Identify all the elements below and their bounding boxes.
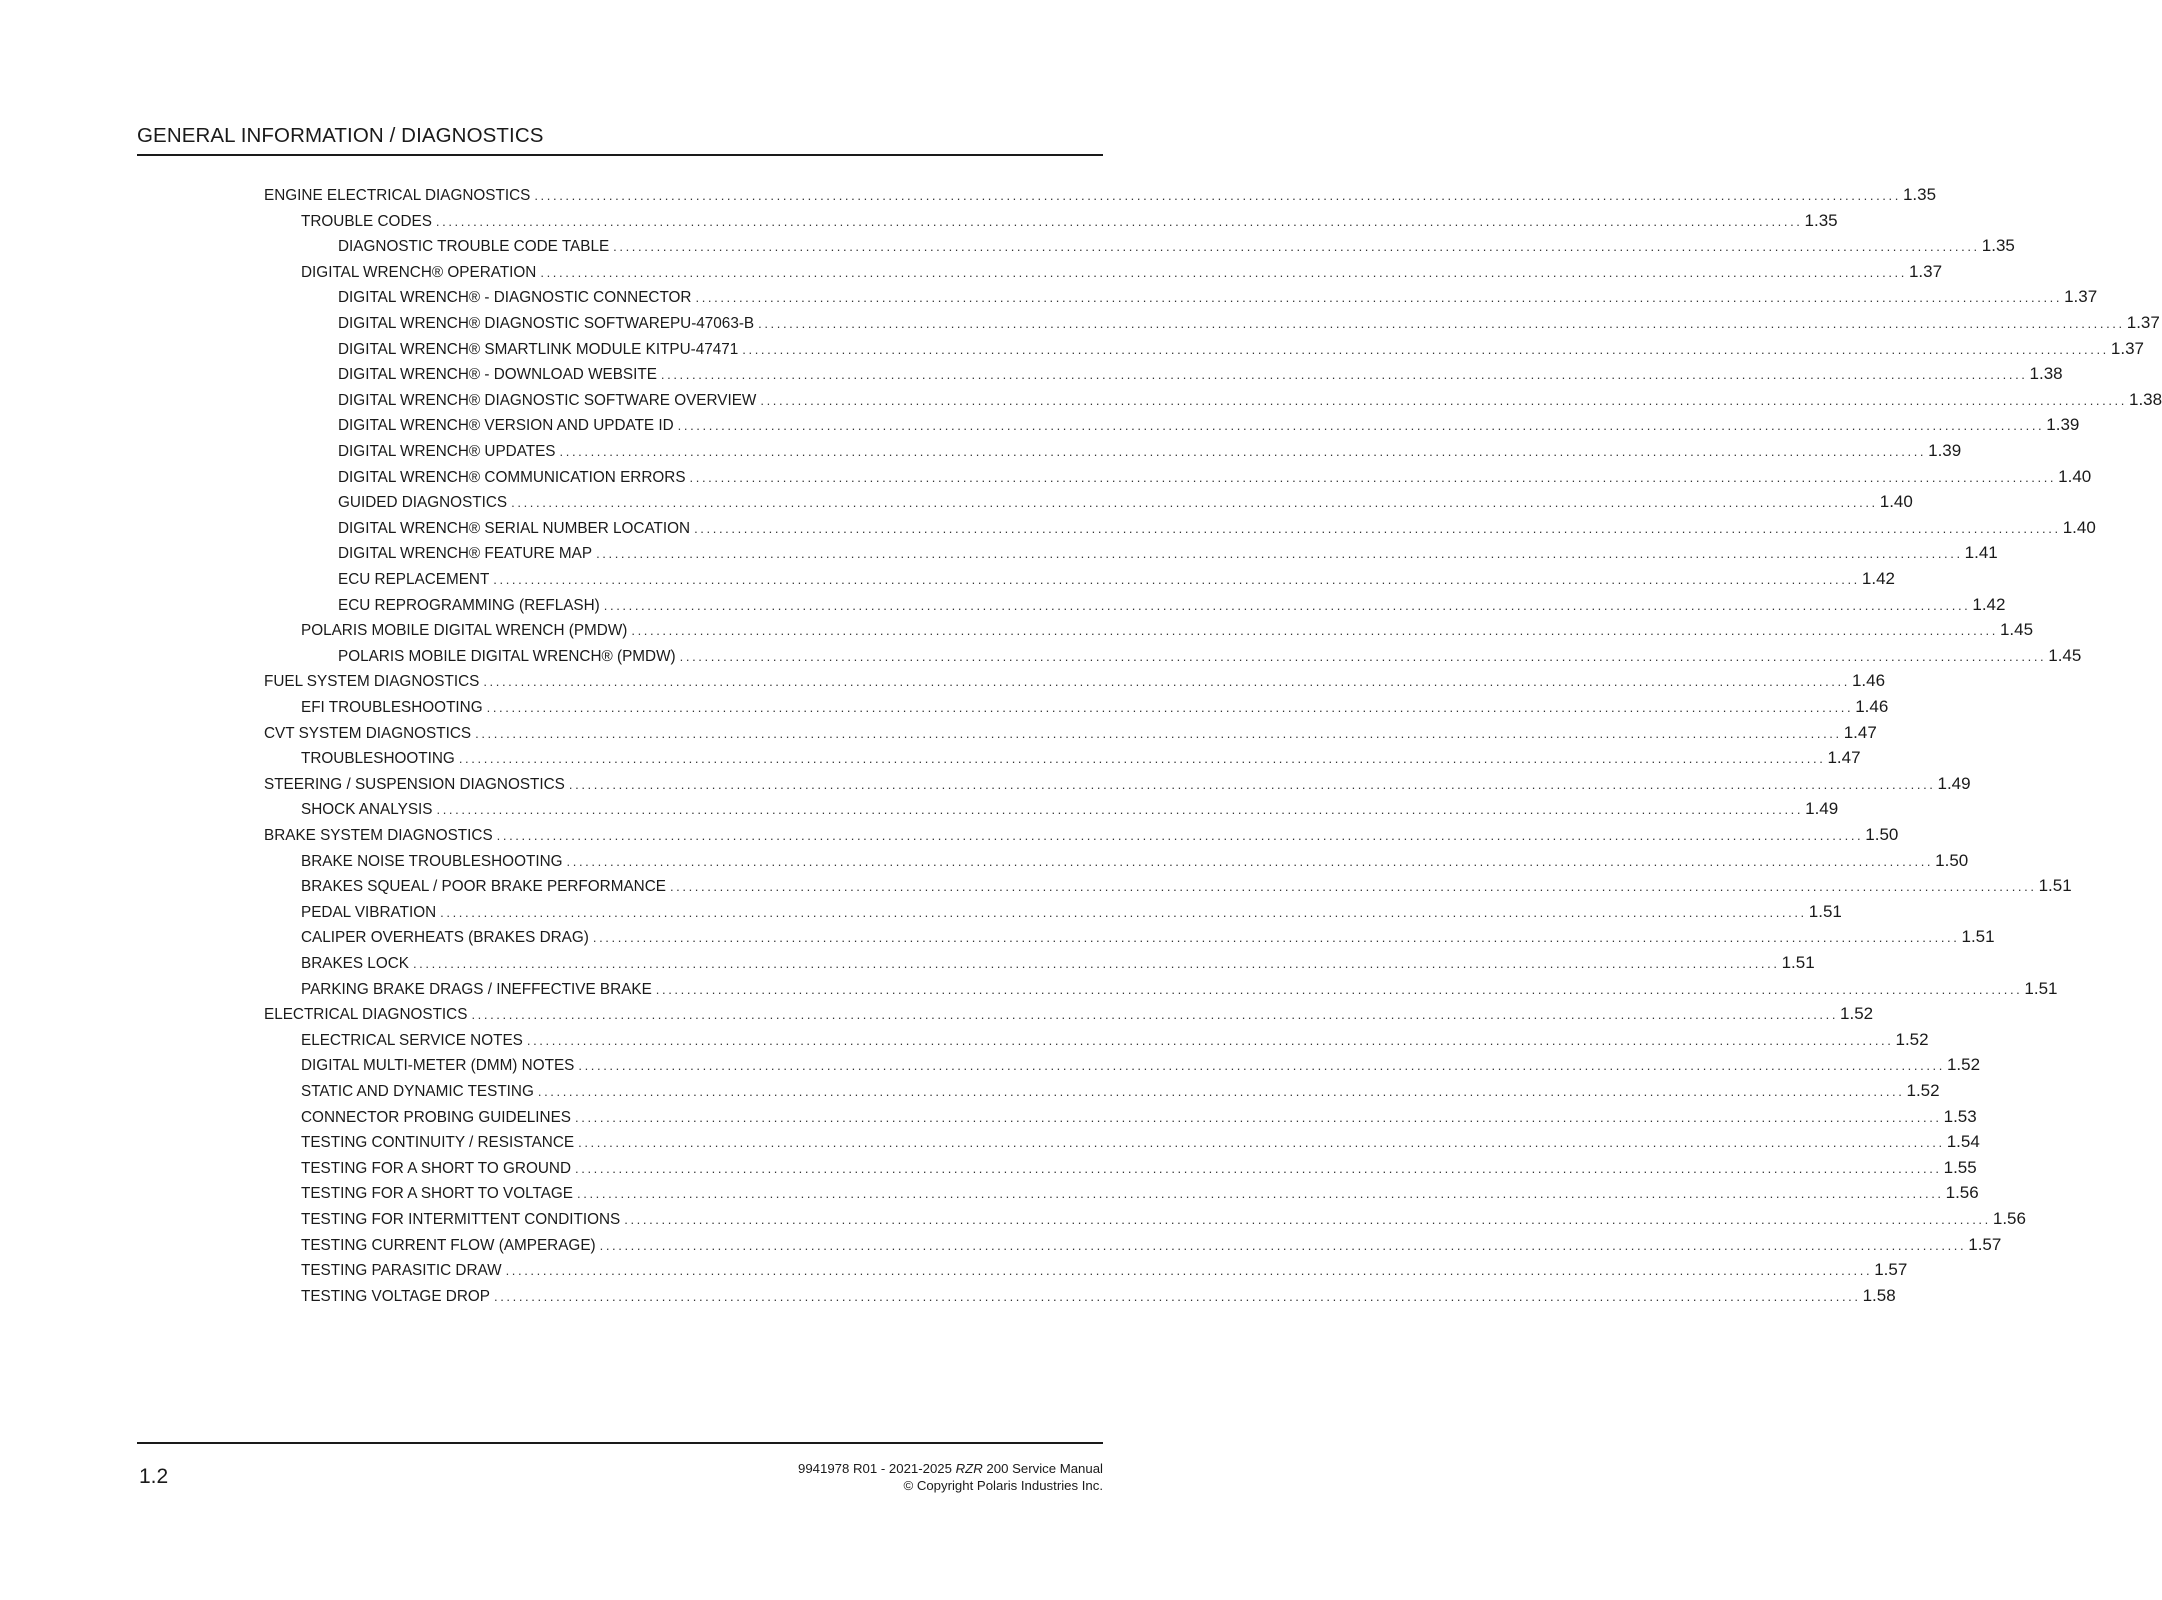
toc-entry[interactable] — [264, 720, 1877, 745]
toc-entry[interactable] — [338, 515, 2096, 540]
toc-entry-page: 1.52 — [1840, 1004, 1874, 1024]
toc-entry[interactable] — [338, 412, 2080, 437]
toc-dot-leader: ............................................................................................................................................................................................................................ — [540, 264, 1907, 280]
toc-entry-page: 1.46 — [1855, 697, 1889, 716]
toc-entry-label: EFI TROUBLESHOOTING — [301, 699, 483, 716]
toc-entry-page: 1.35 — [1902, 185, 1937, 204]
toc-entry[interactable] — [264, 182, 1937, 207]
toc-entry-page: 1.37 — [2064, 287, 2098, 307]
toc-entry-label: DIGITAL WRENCH® UPDATES — [338, 443, 556, 460]
toc-entry-page: 1.57 — [1874, 1260, 1908, 1280]
toc-entry-page: 1.47 — [1827, 748, 1861, 768]
footer-divider — [137, 1442, 1103, 1444]
toc-entry-page: 1.53 — [1943, 1106, 1977, 1126]
toc-entry-label: GUIDED DIAGNOSTICS — [338, 494, 508, 512]
toc-entry[interactable] — [301, 617, 2034, 642]
toc-entry-label: DIGITAL WRENCH® COMMUNICATION ERRORS — [338, 468, 686, 486]
toc-entry[interactable] — [264, 771, 1971, 796]
toc-dot-leader: ............................................................................................................................................................................................................................ — [660, 367, 2028, 383]
toc-entry[interactable] — [264, 668, 1886, 693]
toc-entry-label: CONNECTOR PROBING GUIDELINES — [301, 1108, 572, 1126]
toc-entry-label: BRAKE SYSTEM DIAGNOSTICS — [264, 827, 493, 844]
toc-dot-leader: ............................................................................................................................................................................................................................ — [758, 316, 2125, 331]
toc-entry-page: 1.51 — [1808, 901, 1842, 921]
toc-entry[interactable] — [301, 694, 1889, 719]
toc-dot-leader: ............................................................................................................................................................................................................................ — [458, 751, 1826, 767]
toc-entry[interactable] — [301, 1232, 2002, 1257]
toc-dot-leader: ............................................................................................................................................................................................................................ — [496, 828, 1864, 843]
toc-dot-leader: ............................................................................................................................................................................................................................ — [483, 674, 1850, 690]
toc-entry[interactable] — [301, 1052, 1981, 1077]
toc-entry[interactable] — [338, 540, 1998, 565]
toc-entry-label: CVT SYSTEM DIAGNOSTICS — [264, 724, 472, 742]
toc-entry-page: 1.54 — [1946, 1132, 1980, 1152]
toc-dot-leader: ............................................................................................................................................................................................................................ — [742, 341, 2109, 357]
toc-entry-page: 1.41 — [1964, 543, 1998, 563]
toc-entry[interactable] — [301, 1257, 1908, 1282]
toc-dot-leader: ............................................................................................................................................................................................................................ — [599, 1237, 1967, 1253]
toc-entry-label: TESTING PARASITIC DRAW — [301, 1262, 502, 1280]
toc-dot-leader: ............................................................................................................................................................................................................................ — [669, 879, 2037, 895]
toc-entry[interactable] — [338, 284, 2098, 309]
toc-entry[interactable] — [338, 361, 2063, 386]
toc-dot-leader: ............................................................................................................................................................................................................................ — [511, 495, 1878, 511]
toc-dot-leader: ............................................................................................................................................................................................................................ — [526, 1032, 1894, 1048]
toc-entry-page: 1.56 — [1992, 1209, 2026, 1228]
toc-entry[interactable] — [301, 1180, 1979, 1205]
toc-dot-leader: ............................................................................................................................................................................................................................ — [568, 776, 1936, 792]
toc-dot-leader: ............................................................................................................................................................................................................................ — [596, 546, 1963, 562]
toc-entry-label: DIGITAL WRENCH® SERIAL NUMBER LOCATION — [338, 519, 691, 537]
toc-entry[interactable] — [338, 489, 1913, 514]
toc-entry-page: 1.50 — [1865, 825, 1899, 844]
toc-entry-page: 1.46 — [1851, 671, 1886, 691]
toc-dot-leader: ............................................................................................................................................................................................................................ — [471, 1007, 1839, 1023]
toc-dot-leader: ............................................................................................................................................................................................................................ — [534, 188, 1901, 203]
toc-entry[interactable] — [301, 848, 1969, 873]
toc-entry-page: 1.37 — [1908, 261, 1943, 281]
toc-dot-leader: ............................................................................................................................................................................................................................ — [603, 597, 1971, 613]
toc-entry[interactable] — [338, 592, 2006, 617]
toc-dot-leader: ............................................................................................................................................................................................................................ — [505, 1263, 1873, 1279]
toc-entry[interactable] — [301, 1129, 1980, 1154]
toc-entry-label: ECU REPROGRAMMING (REFLASH) — [338, 596, 600, 614]
toc-entry-label: POLARIS MOBILE DIGITAL WRENCH (PMDW) — [301, 622, 628, 640]
toc-entry-label: FUEL SYSTEM DIAGNOSTICS — [264, 673, 480, 691]
toc-dot-leader: ............................................................................................................................................................................................................................ — [694, 520, 2061, 536]
toc-entry[interactable] — [301, 1155, 1977, 1180]
toc-entry-label: ELECTRICAL DIAGNOSTICS — [264, 1006, 468, 1024]
page-header — [137, 122, 1103, 156]
manual-title — [798, 1460, 1103, 1477]
manual-title-suffix: 200 Service Manual — [982, 1461, 1103, 1476]
toc-entry[interactable] — [301, 796, 1839, 821]
toc-entry-page: 1.57 — [1968, 1234, 2002, 1254]
page-number: 1.2 — [139, 1465, 169, 1488]
toc-entry-page: 1.42 — [1861, 569, 1895, 588]
toc-dot-leader: ............................................................................................................................................................................................................................ — [435, 213, 1803, 229]
toc-entry-page: 1.39 — [1928, 441, 1962, 460]
toc-dot-leader: ............................................................................................................................................................................................................................ — [440, 904, 1807, 920]
toc-entry-page: 1.45 — [2048, 645, 2082, 665]
toc-entry[interactable] — [301, 1104, 1977, 1129]
toc-entry-page: 1.52 — [1906, 1081, 1940, 1100]
toc-entry-label: DIGITAL MULTI-METER (DMM) NOTES — [301, 1057, 575, 1075]
toc-entry-label: DIGITAL WRENCH® - DOWNLOAD WEBSITE — [338, 366, 657, 384]
toc-entry-label: TESTING VOLTAGE DROP — [301, 1287, 490, 1305]
toc-entry-page: 1.51 — [2024, 978, 2058, 998]
toc-entry-label: POLARIS MOBILE DIGITAL WRENCH® (PMDW) — [338, 647, 676, 665]
toc-entry[interactable] — [301, 873, 2072, 898]
toc-entry[interactable] — [301, 208, 1838, 233]
toc-entry-page: 1.50 — [1935, 850, 1969, 870]
toc-dot-leader: ............................................................................................................................................................................................................................ — [631, 623, 1998, 639]
toc-entry-page: 1.40 — [2062, 517, 2096, 537]
toc-entry-page: 1.49 — [1937, 773, 1971, 793]
toc-entry[interactable] — [338, 566, 1895, 591]
toc-dot-leader: ............................................................................................................................................................................................................................ — [537, 1084, 1905, 1099]
footer-manual-info — [798, 1460, 1103, 1494]
toc-entry-page: 1.52 — [1946, 1055, 1981, 1075]
toc-entry-page: 1.38 — [2029, 364, 2063, 384]
toc-entry-label: TROUBLESHOOTING — [301, 750, 455, 768]
toc-entry-label: DIGITAL WRENCH® VERSION AND UPDATE ID — [338, 417, 674, 435]
toc-entry-page: 1.51 — [1781, 953, 1815, 972]
toc-entry[interactable] — [301, 976, 2058, 1001]
toc-entry-label: DIGITAL WRENCH® DIAGNOSTIC SOFTWARE OVERVIEW — [338, 391, 757, 409]
toc-dot-leader: ............................................................................................................................................................................................................................ — [760, 392, 2127, 408]
toc-entry-page: 1.37 — [2126, 313, 2160, 332]
toc-dot-leader: ............................................................................................................................................................................................................................ — [613, 239, 1980, 255]
toc-entry-label: PARKING BRAKE DRAGS / INEFFECTIVE BRAKE — [301, 980, 652, 998]
toc-entry-page: 1.35 — [1981, 236, 2015, 256]
toc-dot-leader: ............................................................................................................................................................................................................................ — [436, 802, 1804, 818]
toc-entry-label: BRAKES LOCK — [301, 955, 409, 972]
toc-entry[interactable] — [301, 924, 1995, 949]
toc-entry-label: ELECTRICAL SERVICE NOTES — [301, 1031, 523, 1049]
toc-entry[interactable] — [338, 336, 2144, 361]
toc-dot-leader: ............................................................................................................................................................................................................................ — [677, 418, 2045, 434]
toc-entry-label: BRAKES SQUEAL / POOR BRAKE PERFORMANCE — [301, 878, 666, 896]
toc-entry-page: 1.35 — [1804, 210, 1838, 230]
toc-entry[interactable] — [264, 1001, 1874, 1026]
toc-entry-page: 1.52 — [1895, 1029, 1929, 1049]
toc-entry-label: SHOCK ANALYSIS — [301, 801, 433, 819]
toc-entry[interactable] — [338, 387, 2162, 412]
toc-entry-page: 1.40 — [1879, 492, 1913, 512]
toc-entry-page: 1.47 — [1843, 722, 1877, 742]
copyright-notice: © Copyright Polaris Industries Inc. — [903, 1478, 1103, 1493]
toc-dot-leader: ............................................................................................................................................................................................................................ — [412, 956, 1780, 971]
toc-entry-label: DIGITAL WRENCH® SMARTLINK MODULE KITPU-47471 — [338, 340, 739, 358]
toc-entry-label: TESTING CONTINUITY / RESISTANCE — [301, 1134, 575, 1152]
toc-entry[interactable] — [301, 1206, 2026, 1231]
toc-entry-page: 1.49 — [1805, 799, 1839, 819]
toc-entry[interactable] — [301, 259, 1943, 284]
toc-entry-page: 1.40 — [2058, 466, 2092, 486]
toc-entry-label: ENGINE ELECTRICAL DIAGNOSTICS — [264, 187, 531, 204]
toc-entry-label: DIAGNOSTIC TROUBLE CODE TABLE — [338, 238, 610, 256]
toc-entry-label: TESTING CURRENT FLOW (AMPERAGE) — [301, 1236, 596, 1254]
toc-dot-leader: ............................................................................................................................................................................................................................ — [578, 1058, 1945, 1074]
toc-entry[interactable] — [264, 822, 1899, 847]
toc-entry-label: DIGITAL WRENCH® - DIAGNOSTIC CONNECTOR — [338, 289, 692, 307]
toc-entry[interactable] — [338, 438, 1962, 463]
toc-entry-page: 1.45 — [1999, 620, 2034, 640]
toc-entry-label: DIGITAL WRENCH® FEATURE MAP — [338, 545, 593, 563]
manual-model: RZR — [955, 1461, 983, 1476]
toc-entry[interactable] — [338, 464, 2092, 489]
toc-dot-leader: ............................................................................................................................................................................................................................ — [577, 1186, 1944, 1202]
page-title: GENERAL INFORMATION / DIAGNOSTICS — [137, 124, 544, 147]
toc-entry[interactable] — [301, 1283, 1896, 1308]
toc-entry-page: 1.55 — [1943, 1157, 1977, 1177]
toc-entry[interactable] — [301, 745, 1861, 770]
toc-entry[interactable] — [338, 233, 2015, 258]
toc-dot-leader: ............................................................................................................................................................................................................................ — [624, 1212, 1991, 1227]
toc-entry-page: 1.42 — [1972, 594, 2006, 614]
toc-dot-leader: ............................................................................................................................................................................................................................ — [493, 1288, 1861, 1304]
manual-title-prefix: 9941978 R01 - 2021-2025 — [798, 1461, 956, 1476]
toc-entry[interactable] — [301, 1027, 1929, 1052]
toc-dot-leader: ............................................................................................................................................................................................................................ — [493, 572, 1860, 587]
toc-entry-page: 1.58 — [1862, 1285, 1896, 1305]
toc-entry-page: 1.39 — [2046, 415, 2080, 435]
toc-entry-label: TESTING FOR INTERMITTENT CONDITIONS — [301, 1211, 621, 1228]
toc-dot-leader: ............................................................................................................................................................................................................................ — [578, 1135, 1945, 1151]
toc-entry-label: PEDAL VIBRATION — [301, 903, 437, 921]
toc-dot-leader: ............................................................................................................................................................................................................................ — [559, 444, 1927, 459]
toc-entry-label: TESTING FOR A SHORT TO GROUND — [301, 1159, 572, 1177]
toc-entry-label: TROUBLE CODES — [301, 212, 432, 230]
toc-dot-leader: ............................................................................................................................................................................................................................ — [566, 853, 1934, 869]
toc-entry[interactable] — [301, 899, 1842, 924]
toc-entry-label: ECU REPLACEMENT — [338, 571, 490, 588]
toc-dot-leader: ............................................................................................................................................................................................................................ — [592, 930, 1960, 946]
toc-dot-leader: ............................................................................................................................................................................................................................ — [695, 290, 2063, 306]
toc-entry-page: 1.51 — [2038, 876, 2072, 896]
toc-entry-label: DIGITAL WRENCH® DIAGNOSTIC SOFTWAREPU-47063-B — [338, 315, 755, 332]
toc-dot-leader: ............................................................................................................................................................................................................................ — [689, 469, 2057, 485]
toc-entry[interactable] — [301, 1078, 1940, 1103]
toc-entry-label: CALIPER OVERHEATS (BRAKES DRAG) — [301, 929, 589, 947]
toc-entry-label: STEERING / SUSPENSION DIAGNOSTICS — [264, 775, 565, 793]
toc-entry-page: 1.37 — [2110, 338, 2144, 358]
toc-dot-leader: ............................................................................................................................................................................................................................ — [679, 648, 2047, 664]
toc-entry[interactable] — [338, 643, 2082, 668]
toc-dot-leader: ............................................................................................................................................................................................................................ — [575, 1109, 1942, 1125]
toc-entry-label: STATIC AND DYNAMIC TESTING — [301, 1083, 534, 1100]
toc-dot-leader: ............................................................................................................................................................................................................................ — [575, 1160, 1942, 1176]
toc-entry-page: 1.56 — [1945, 1183, 1979, 1203]
toc-dot-leader: ............................................................................................................................................................................................................................ — [486, 700, 1854, 715]
toc-entry-page: 1.51 — [1961, 927, 1995, 947]
toc-entry[interactable] — [301, 950, 1815, 975]
toc-entry-label: TESTING FOR A SHORT TO VOLTAGE — [301, 1185, 574, 1203]
toc-entry-label: BRAKE NOISE TROUBLESHOOTING — [301, 852, 563, 870]
toc-entry-page: 1.38 — [2128, 389, 2162, 409]
toc-entry-label: DIGITAL WRENCH® OPERATION — [301, 263, 537, 281]
toc-dot-leader: ............................................................................................................................................................................................................................ — [655, 981, 2023, 997]
toc-dot-leader: ............................................................................................................................................................................................................................ — [475, 725, 1842, 741]
toc-entry[interactable] — [338, 310, 2160, 335]
